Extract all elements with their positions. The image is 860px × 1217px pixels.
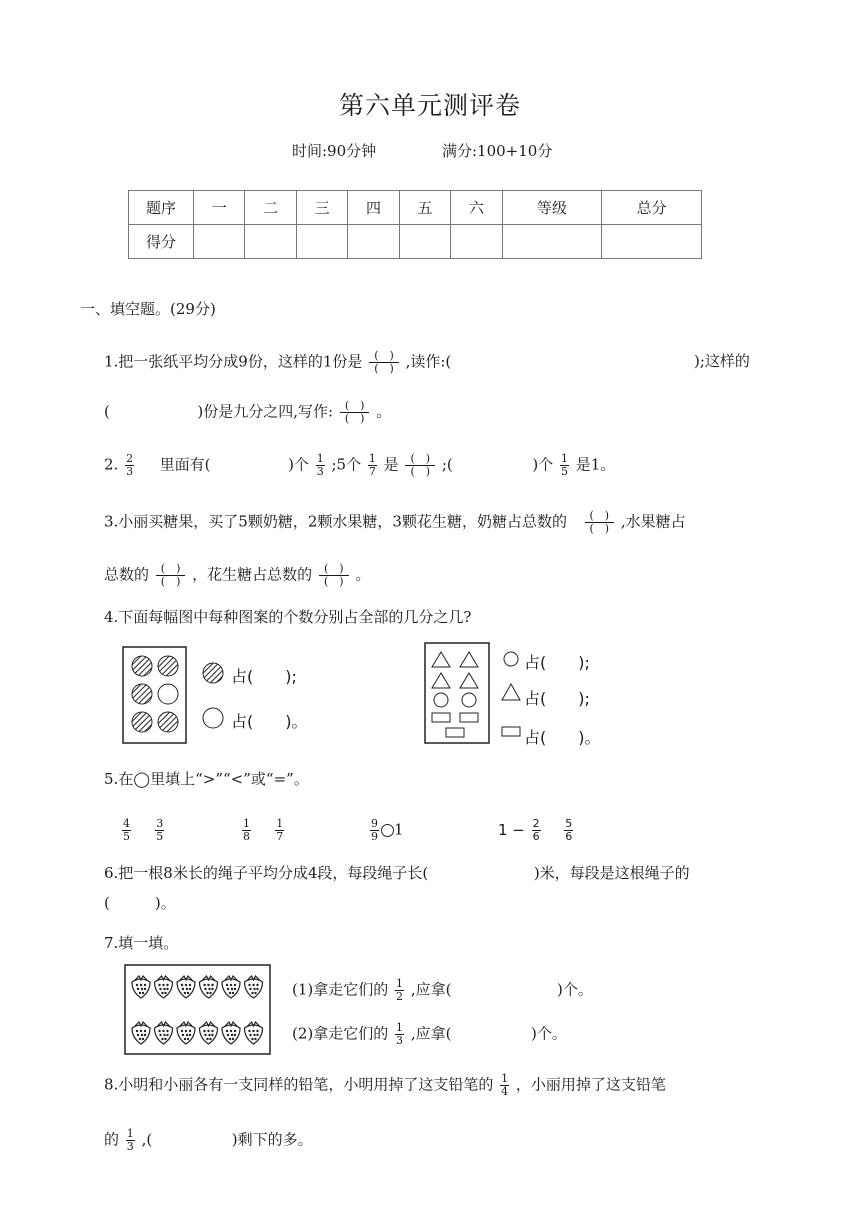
- score-header-cell: 等级: [502, 191, 602, 225]
- question-8-line2: [104, 1128, 313, 1153]
- q2-text-b: 里面有(: [159, 455, 211, 474]
- question-3-line2: [104, 563, 370, 588]
- exam-time: 时间:90分钟: [292, 142, 377, 160]
- question-7-part2: [292, 1022, 567, 1047]
- question-8-line1: [104, 1073, 666, 1098]
- question-7-part1: [292, 978, 593, 1003]
- question-2: [104, 453, 615, 478]
- q8-text-b: ，小丽用掉了这支铅笔: [515, 1075, 666, 1094]
- strawberry-icon: [132, 1022, 150, 1044]
- question-1-line2: [104, 400, 391, 425]
- strawberry-icon: [200, 1022, 218, 1044]
- q8-text-a: 8.小明和小丽各有一支同样的铅笔，小明用掉了这支铅笔的: [104, 1075, 494, 1094]
- rectangle-icon: [460, 713, 478, 722]
- frac-den: 8: [243, 830, 250, 843]
- frac-num: 9: [371, 817, 378, 830]
- strawberry-icon: [155, 976, 173, 998]
- fraction-1-3: [316, 453, 325, 478]
- section1-heading: 一、填空题。(29分): [80, 300, 216, 318]
- compare-circle[interactable]: [381, 824, 394, 837]
- q7-p2-text-a: (2)拿走它们的: [292, 1024, 389, 1043]
- circle-icon: [434, 693, 448, 707]
- fraction-1-4: [500, 1073, 509, 1098]
- fraction-1-8: [242, 818, 251, 843]
- full-score: 满分:100+10分: [442, 142, 553, 160]
- fraction-1-2: [395, 978, 404, 1003]
- frac-num: 1: [126, 1127, 134, 1140]
- score-header-cell: 四: [348, 191, 399, 225]
- q2-text-d: ;5个: [331, 455, 362, 474]
- strawberry-icon: [245, 1022, 263, 1044]
- frac-den: ( ): [410, 465, 431, 478]
- question-1-line1: [104, 350, 451, 375]
- q3-text-c: 总数的: [104, 565, 150, 584]
- q1-text-c: );这样的: [694, 352, 750, 370]
- score-input-cell[interactable]: [245, 225, 296, 259]
- frac-den: ( ): [160, 575, 181, 588]
- strawberry-icon: [245, 976, 263, 998]
- score-input-cell[interactable]: [194, 225, 245, 259]
- frac-num: ( ): [319, 563, 349, 576]
- frac-num: 2: [126, 452, 134, 465]
- plain-circle-icon: [158, 684, 178, 704]
- score-row-label: 得分: [129, 225, 194, 259]
- q1-text-e: )份是九分之四,写作:: [197, 402, 334, 421]
- score-input-cell[interactable]: [296, 225, 347, 259]
- q1-fraction-blank[interactable]: [369, 350, 399, 375]
- frac-num: 1: [396, 977, 404, 990]
- score-input-cell[interactable]: [602, 225, 702, 259]
- q7-p2-text-b: ,应拿(: [410, 1024, 452, 1043]
- frac-den: 5: [560, 465, 568, 478]
- q3-fraction-blank-2[interactable]: [156, 563, 186, 588]
- frac-num: ( ): [585, 510, 615, 523]
- frac-num: 4: [123, 817, 130, 830]
- page-title: 第六单元测评卷: [338, 91, 521, 120]
- frac-den: 7: [368, 465, 376, 478]
- compare-value-1: 1: [394, 820, 404, 839]
- compare-2: [240, 818, 286, 843]
- frac-den: ( ): [323, 575, 344, 588]
- score-input-cell[interactable]: [399, 225, 450, 259]
- q3-fraction-blank-3[interactable]: [319, 563, 349, 588]
- score-input-cell[interactable]: [348, 225, 399, 259]
- score-table-score-row: [129, 225, 702, 259]
- q1-text-d: (: [104, 402, 110, 421]
- fig2-label-2: 占( );: [524, 689, 590, 708]
- score-table: [128, 190, 702, 259]
- circle-icon: [462, 693, 476, 707]
- frac-den: 2: [396, 990, 404, 1003]
- q2-text-h: 是1。: [575, 455, 616, 474]
- q3-text-e: 。: [355, 565, 371, 584]
- score-header-cell: 二: [245, 191, 296, 225]
- question-6-line2: ( )。: [104, 894, 176, 912]
- rectangle-icon: [446, 728, 464, 737]
- fig2-label-1: 占( );: [524, 653, 590, 672]
- frac-num: 1: [560, 452, 568, 465]
- q2-text-c: )个: [288, 455, 309, 474]
- triangle-icon: [460, 652, 478, 667]
- question-6-line1: [104, 862, 690, 883]
- frac-num: 1: [243, 817, 250, 830]
- strawberry-icon: [155, 1022, 173, 1044]
- question-4: 4.下面每幅图中每种图案的个数分别占全部的几分之几?: [104, 608, 472, 626]
- frac-den: 3: [316, 465, 324, 478]
- fraction-5-6: [564, 818, 573, 843]
- hatched-circle-icon: [158, 656, 178, 676]
- circle-legend-icon: [504, 652, 518, 666]
- strawberry-icon: [132, 976, 150, 998]
- fraction-2-6: [532, 818, 541, 843]
- strawberry-box-frame: [125, 965, 270, 1054]
- fraction-4-5: [122, 818, 131, 843]
- triangle-legend-icon: [502, 684, 520, 700]
- q3-text-d: ，花生糖占总数的: [192, 565, 313, 584]
- frac-den: 6: [532, 830, 540, 843]
- hatched-circle-legend-icon: [203, 663, 223, 683]
- q2-text-g: )个: [532, 455, 554, 474]
- score-input-cell[interactable]: [502, 225, 602, 259]
- q8-text-c: 的: [104, 1130, 120, 1149]
- q2-text-f: ;(: [441, 455, 453, 474]
- hatched-circle-icon: [132, 684, 152, 704]
- frac-den: 6: [565, 830, 573, 843]
- score-header-cell: 六: [451, 191, 502, 225]
- question-3-line1: [104, 510, 686, 535]
- q1-text-a: 1.把一张纸平均分成9份，这样的1份是: [104, 352, 363, 371]
- frac-num: 2: [532, 817, 540, 830]
- score-header-cell: 三: [296, 191, 347, 225]
- fig1-label-1: 占( );: [231, 667, 297, 686]
- fraction-3-5: [155, 818, 164, 843]
- frac-num: 1: [396, 1021, 404, 1034]
- score-header-cell: 题序: [129, 191, 194, 225]
- q7-p1-text-a: (1)拿走它们的: [292, 980, 389, 999]
- strawberry-icon: [177, 976, 195, 998]
- strawberry-icon: [222, 1022, 240, 1044]
- hatched-circle-icon: [132, 656, 152, 676]
- score-input-cell[interactable]: [451, 225, 502, 259]
- q1-text-f: 。: [376, 402, 392, 421]
- frac-num: 3: [156, 817, 164, 830]
- frac-num: 1: [368, 452, 376, 465]
- frac-den: 4: [501, 1085, 509, 1098]
- rectangle-icon: [432, 713, 450, 722]
- q6-text-a: 6.把一根8米长的绳子平均分成4段，每段绳子长(: [104, 864, 429, 882]
- q7-strawberry-box: [124, 964, 272, 1056]
- q7-p1-text-c: )个。: [557, 980, 593, 999]
- frac-den: ( ): [589, 522, 610, 535]
- strawberry-icon: [222, 976, 240, 998]
- frac-num: ( ): [405, 453, 435, 466]
- fraction-1-7: [368, 453, 377, 478]
- score-table-header-row: [129, 191, 702, 225]
- score-header-cell: 总分: [602, 191, 702, 225]
- q1-text-b: ,读作:(: [405, 352, 452, 371]
- strawberry-icon: [177, 1022, 195, 1044]
- frac-num: 5: [565, 817, 573, 830]
- q3-fraction-blank-1[interactable]: [585, 510, 615, 535]
- figure-2-legend: [498, 648, 526, 748]
- hatched-circle-icon: [132, 712, 152, 732]
- frac-den: ( ): [344, 412, 365, 425]
- rectangle-legend-icon: [502, 727, 520, 736]
- frac-num: 1: [316, 452, 324, 465]
- frac-num: ( ): [369, 350, 399, 363]
- frac-num: ( ): [156, 563, 186, 576]
- frac-num: 1: [501, 1072, 509, 1085]
- frac-den: 3: [126, 465, 134, 478]
- frac-den: 5: [123, 830, 130, 843]
- q2-text-a: 2.: [104, 455, 119, 474]
- one-minus: 1 −: [498, 821, 525, 839]
- frac-den: 5: [156, 830, 164, 843]
- question-7: 7.填一填。: [104, 934, 179, 952]
- q8-text-e: )剩下的多。: [231, 1130, 313, 1149]
- score-header-cell: 一: [194, 191, 245, 225]
- q7-p2-text-c: )个。: [531, 1024, 567, 1043]
- frac-den: 7: [276, 830, 284, 843]
- q1-fraction-blank-2[interactable]: [340, 400, 370, 425]
- frac-den: ( ): [374, 362, 394, 375]
- fig1-label-2: 占( )。: [231, 712, 308, 731]
- question-5: 5.在◯里填上“>”“<”或“=”。: [104, 770, 309, 788]
- fraction-1-7: [275, 818, 284, 843]
- frac-den: 3: [126, 1140, 134, 1153]
- q7-p1-text-b: ,应拿(: [410, 980, 452, 999]
- frac-num: 1: [276, 817, 284, 830]
- q2-text-e: 是: [383, 455, 399, 474]
- fraction-1-3: [126, 1128, 135, 1153]
- fig2-label-3: 占( )。: [524, 728, 601, 747]
- frac-den: 3: [396, 1034, 404, 1047]
- compare-4: [498, 818, 575, 843]
- q6-text-b: )米，每段是这根绳子的: [533, 864, 690, 882]
- q3-text-a: 3.小丽买糖果，买了5颗奶糖，2颗水果糖，3颗花生糖，奶糖占总数的: [104, 512, 567, 531]
- triangle-icon: [432, 652, 450, 667]
- score-header-cell: 五: [399, 191, 450, 225]
- fraction-1-5: [560, 453, 569, 478]
- triangle-icon: [460, 673, 478, 688]
- q3-text-b: ,水果糖占: [620, 512, 686, 531]
- hatched-circle-icon: [158, 712, 178, 732]
- frac-den: 9: [371, 830, 378, 843]
- fraction-2-3: [125, 453, 134, 478]
- compare-3: [368, 818, 404, 843]
- plain-circle-legend-icon: [203, 708, 223, 728]
- compare-1: [120, 818, 166, 843]
- strawberry-icon: [200, 976, 218, 998]
- frac-num: ( ): [340, 400, 370, 413]
- triangle-icon: [432, 673, 450, 688]
- fraction-9-9: [370, 818, 379, 843]
- q2-fraction-blank[interactable]: [405, 453, 435, 478]
- q8-text-d: ,(: [141, 1130, 153, 1149]
- fraction-1-3: [395, 1022, 404, 1047]
